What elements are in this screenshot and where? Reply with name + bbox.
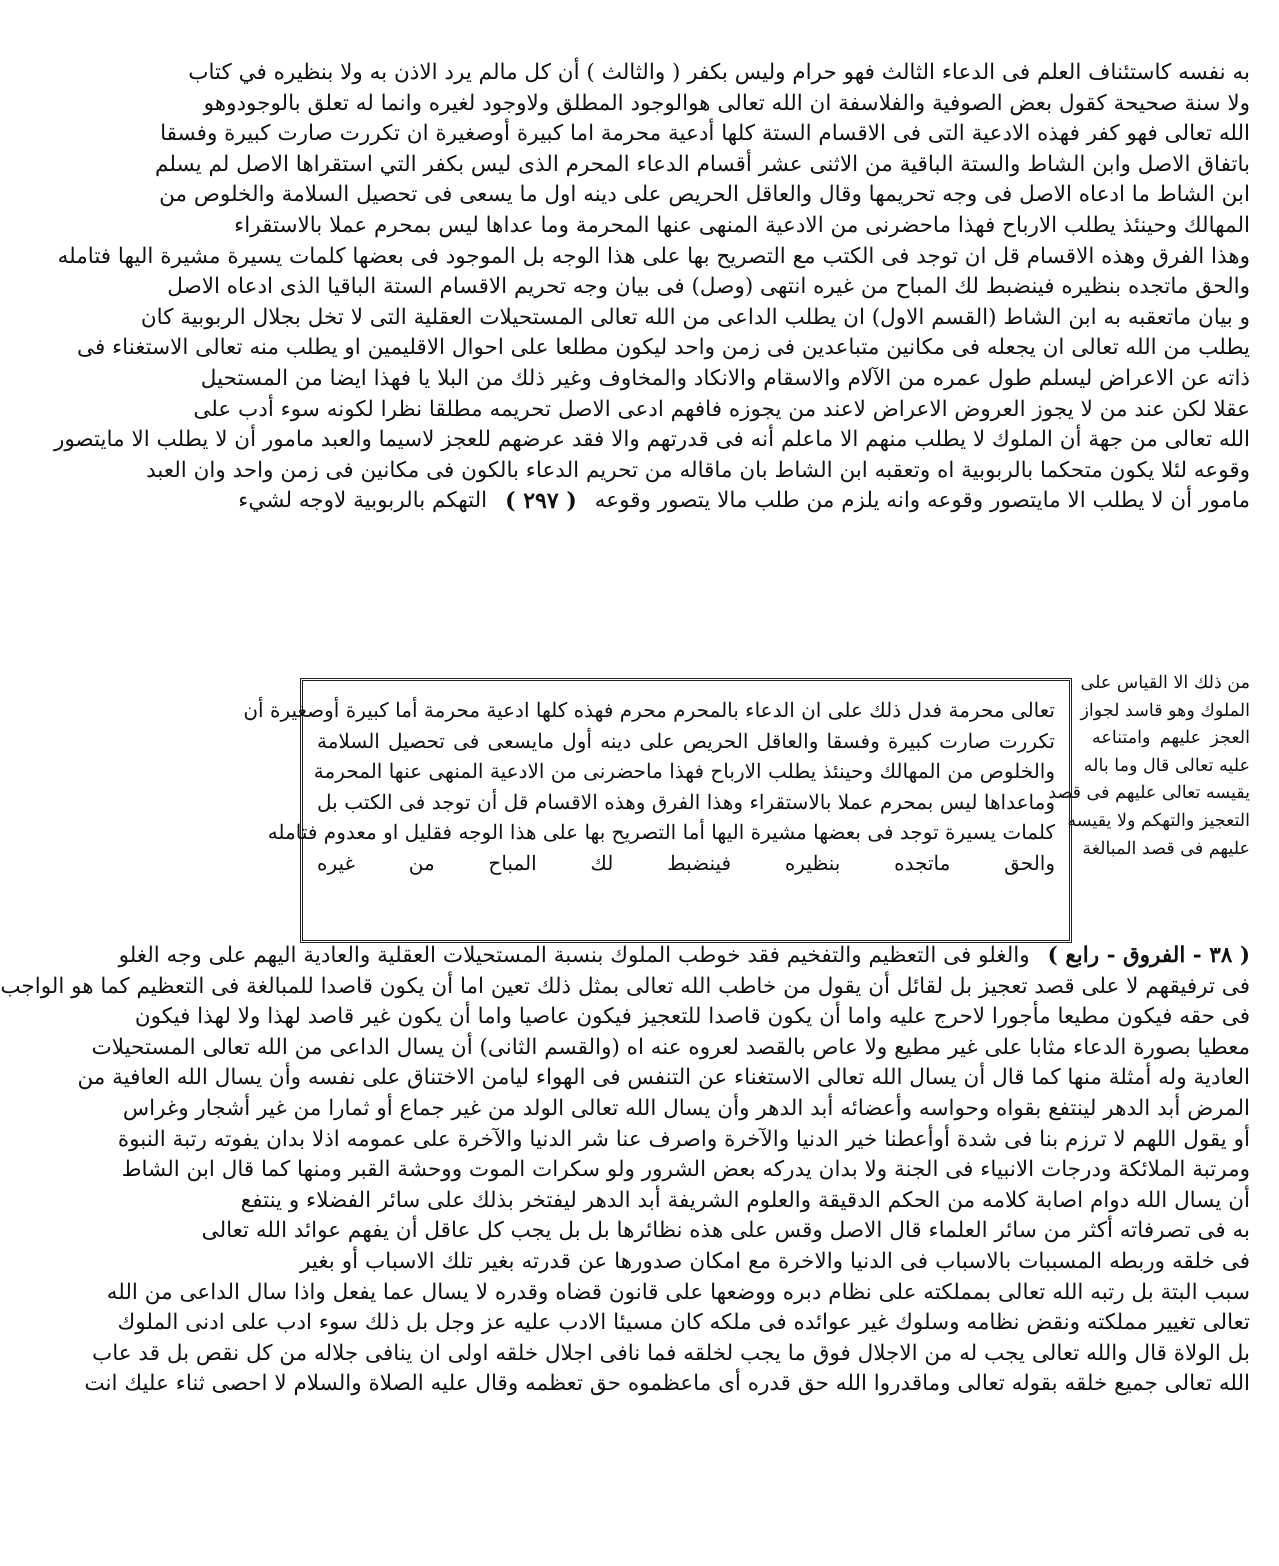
- text-line: وقوعه لئلا يكون متحكما بالربوبية اه وتعقبه ابن الشاط بان ماقاله من تحريم الدعاء بالكون فى مكانين فى زمن واحد وان العبد: [146, 457, 1250, 483]
- text-line: و بيان ماتعقبه به ابن الشاط (القسم الاول) ان يطلب الداعى من الله تعالى المستحيلات العقلية التى لا تخل بجلال الربوبية كان: [140, 304, 1250, 330]
- text-line: فى ترفيقهم لا على قصد تعجيز بل لقائل أن يقول من خاطب الله تعالى بمثل ذلك تعين اما أن يكون قاصدا للمبالغة فى التعظيم كما هو الواجب: [0, 973, 1250, 999]
- text-line: فى حقه فيكون مطيعا مأجورا لاحرج عليه واما أن يكون قاصدا للتعجيز فيكون عاصيا واما أن يكون غير قاصد لهذا ولا لهذا فيكون: [134, 1004, 1250, 1030]
- side-line: عليهم فى قصد المبالغة: [1082, 838, 1250, 859]
- bottom-text-block: [0, 941, 1250, 1400]
- text-line: بل الولاة قال والله تعالى يجب له من الاجلال فوق ما يجب لخلقه فما نافى اجلال خلقه اولى ان ينافى جلاله من كل نقص بل قد عاب: [91, 1340, 1250, 1366]
- text-line: يطلب من الله تعالى ان يجعله فى مكانين متباعدين فى زمن واحد ليكون مطلعا على احوال الاقليمين او يطلب منه تعالى الاستغناء فى: [77, 335, 1250, 361]
- middle-section: [243, 670, 1250, 970]
- side-line: عليه تعالى قال وما باله: [1083, 755, 1250, 776]
- section-heading: ( ٣٨ - الفروق - رابع ): [1047, 943, 1250, 968]
- side-line: الملوك وهو قاسد لجواز: [1080, 700, 1250, 721]
- text-fragment: والغلو فى التعظيم والتفخيم فقد خوطب الملوك بنسبة المستحيلات العقلية والعادية اليهم على وجه الغلو: [118, 943, 1030, 968]
- section-heading-line: [118, 941, 1250, 972]
- text-fragment: التهكم بالربوبية لاوجه لشيء: [238, 488, 488, 514]
- text-line: المهالك وحينئذ يطلب الارباح فهذا ماحضرنى من الادعية المنهى عنها المحرمة وما عداها ليس بمحرم عملا بالاستقراء: [234, 212, 1250, 238]
- side-line: العجز عليهم وامتناعه: [1092, 728, 1250, 749]
- side-column: [1048, 670, 1250, 863]
- text-line: عقلا لكن عند من لا يجوز العروض الاعراض لاعند من يجوزه فافهم ادعى الاصل تحريمه مطلقا نظرا لكونه سوء أدب على: [193, 396, 1250, 422]
- text-line: تعالى تغيير مملكته ونقض نظامه وسلوك غير عوائده فى ملكه كان مسيئا الادب عليه عز وجل بل ذلك سوء ادب على ادنى الملوك: [117, 1310, 1250, 1336]
- framed-commentary-box: [243, 678, 1072, 943]
- box-line: كلمات يسيرة توجد فى بعضها مشيرة اليها أما التصريح بها على هذا الوجه فقليل او معدوم فتامله: [267, 820, 1055, 844]
- text-fragment: مامور أن لا يطلب الا مايتصور وقوعه وانه يلزم من طلب مالا يتصور وقوعه: [594, 488, 1250, 514]
- text-line: ومرتبة الملائكة ودرجات الانبياء فى الجنة ولا بدان يدركه بعض الشرور ولو سكرات الموت ووحشة القبر ومنها كما قال ابن الشاط: [121, 1157, 1250, 1183]
- text-line: فى خلقه وربطه المسببات بالاسباب فى الدنيا والاخرة مع امكان صدورها عن قدرته بغير تلك الاسباب أو بغير: [300, 1248, 1250, 1274]
- document-page: [0, 58, 1250, 1558]
- text-line: والحق ماتجده بنظيره فينضبط لك المباح من غيره انتهى (وصل) فى بيان وجه تحريم الاقسام الستة الباقيا الذى ادعاه الاصل: [167, 274, 1250, 300]
- text-line: الله تعالى جميع خلقه بقوله تعالى وماقدروا الله حق قدره أى ماعظموه حق تعظمه وقال عليه الصلاة والسلام لا احصى ثناء عليك انت: [84, 1371, 1250, 1397]
- text-line: به نفسه كاستئناف العلم فى الدعاء الثالث فهو حرام وليس بكفر ( والثالث ) أن كل مالم يرد الاذن به ولا بنظيره في كتاب: [188, 60, 1250, 85]
- text-line: الله تعالى فهو كفر فهذه الادعية التى فى الاقسام الستة كلها أدعية محرمة اما كبيرة أوصغيرة ان تكررت صارت كبيرة وفسقا: [160, 121, 1250, 147]
- text-line: وهذا الفرق وهذه الاقسام قل ان توجد فى الكتب مع التصريح بها على هذا الوجه بل الموجود فى بعضها كلمات يسيرة مشيرة اليها فتامله: [57, 243, 1250, 269]
- text-line: سبب البتة بل رتبه الله تعالى بمملكته على نظام دبره ووضعها على قانون قضاه وقدره لا يسال عما يفعل واذا سال الداعى من الله: [106, 1279, 1250, 1305]
- side-line: التعجيز والتهكم ولا يقيسه: [1067, 810, 1250, 831]
- top-text-block: [53, 58, 1250, 517]
- text-line: العادية وله أمثلة منها كما قال أن يسال الله تعالى الاستغناء عن التنفس فى الهواء ليامن الاختناق على نفسه وأن يسال الله العافية من: [77, 1065, 1250, 1091]
- text-line: أو يقول اللهم لا ترزم بنا فى شدة أوأعطنا خير الدنيا والآخرة واصرف عنا شر الدنيا والآخرة على عمومه اذلا بدان يفوته رتبة النبوة: [117, 1126, 1250, 1152]
- text-line: باتفاق الاصل وابن الشاط والستة الباقية من الاثنى عشر أقسام الدعاء المحرم الذى ليس بكفر التي استقراها الاصل لم يسلم: [155, 151, 1250, 177]
- text-line: معطيا بصورة الدعاء مثابا على غير مطيع ولا عاص بالقصد لعروه عنه اه (والقسم الثانى) أن يسال الداعى من الله تعالى المستحيلات: [91, 1034, 1250, 1060]
- text-line: ولا سنة صحيحة كقول بعض الصوفية والفلاسفة ان الله تعالى هوالوجود المطلق ولاوجود لغيره وانما له تعلق بالوجودوهو: [203, 90, 1250, 116]
- text-line: المرض أبد الدهر لينتفع بقواه وحواسه وأعضائه أبد الدهر وأن يسال الله تعالى الولد من غير جماع أو ثمارا من غير أشجار وغراس: [122, 1095, 1250, 1121]
- box-line: والخلوص من المهالك وحينئذ يطلب الارباح فهذا ماحضرنى من الادعية المنهى عنها المحرمة: [313, 759, 1055, 783]
- box-line: تعالى محرمة فدل ذلك على ان الدعاء بالمحرم محرم فهذه كلها ادعية محرمة أما كبيرة أوصغيرة أن: [243, 698, 1055, 722]
- box-line: وماعداها ليس بمحرم عملا بالاستقراء وهذا الفرق وهذه الاقسام قل أن توجد فى الكتب بل: [317, 789, 1055, 814]
- side-line: من ذلك الا القياس على: [1080, 673, 1250, 693]
- text-line: الله تعالى من جهة أن الملوك لا يطلب منهم الا ماعلم أنه فى قدرتهم والا فقد عرضهم للعجز لاسيما والعبد مامور أن لا يطلب الا مايتصور: [53, 427, 1250, 453]
- box-line: والحق ماتجده بنظيره فينضبط لك المباح من غيره: [317, 850, 1055, 875]
- side-line: يقيسه تعالى عليهم فى قصد: [1048, 783, 1250, 804]
- box-line: تكررت صارت كبيرة وفسقا والعاقل الحريص على دينه أول مايسعى فى تحصيل السلامة: [317, 728, 1055, 753]
- text-line: أن يسال الله دوام اصابة كلامه من الحكم الدقيقة والعلوم الشريفة أبد الدهر ليفتخر بذلك على سائر الفضلاء و ينتفع: [240, 1187, 1250, 1213]
- page-number: ( ٢٩٧ ): [505, 488, 577, 515]
- text-line: به فى تصرفاته أكثر من سائر العلماء قال الاصل وقس على هذه نظائرها بل بل يجب كل عاقل أن يفهم عوائد الله تعالى: [201, 1218, 1250, 1244]
- text-line: ذاته عن الاعراض ليسلم طول عمره من الآلام والاسقام والانكاد والمخاوف وغير ذلك من البلا يا فهذا ايضا من المستحيل: [200, 365, 1250, 391]
- page-number-line: [238, 486, 1250, 517]
- text-line: ابن الشاط ما ادعاه الاصل فى وجه تحريمها وقال والعاقل الحريص على دينه اول ما يسعى فى تحصيل السلامة والخلوص من: [159, 182, 1250, 208]
